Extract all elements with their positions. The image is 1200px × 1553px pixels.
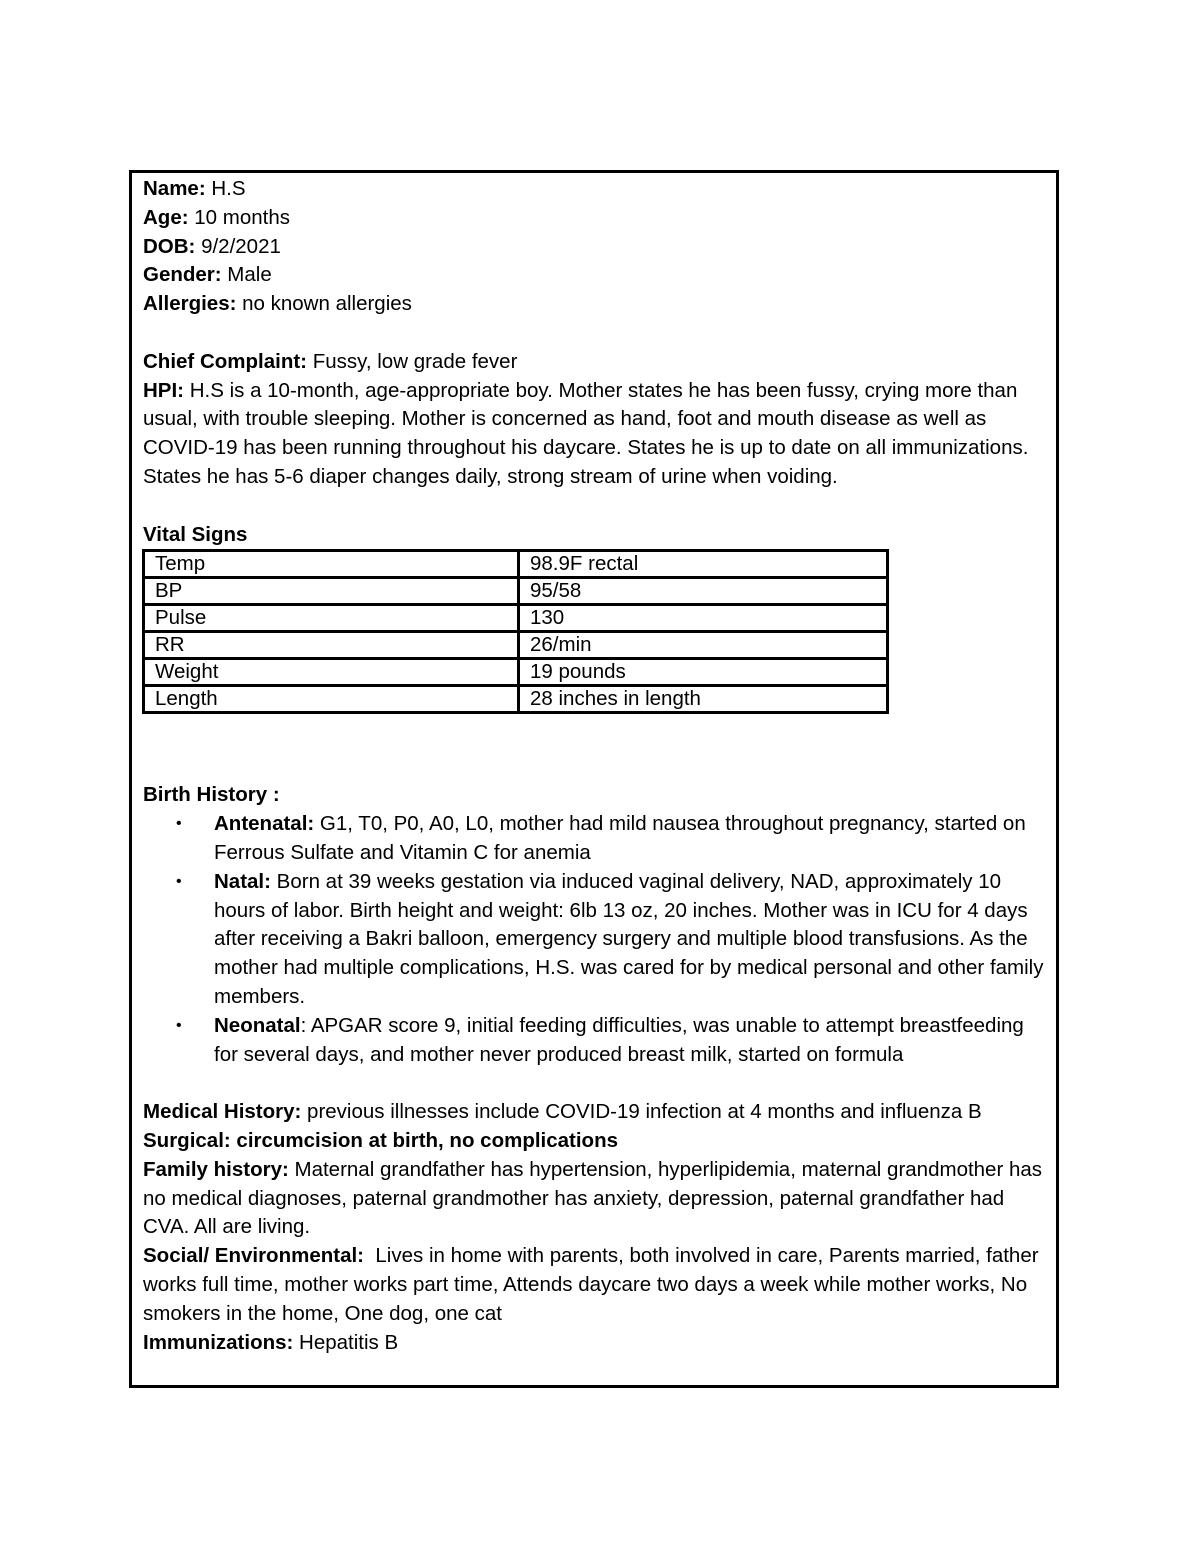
spacer — [143, 1069, 1049, 1098]
chief-complaint-label: Chief Complaint: — [143, 349, 307, 373]
spacer — [143, 492, 1049, 521]
vital-sign-label: BP — [144, 578, 519, 605]
vital-sign-label: Length — [144, 686, 519, 713]
medical-history-label: Medical History: — [143, 1100, 302, 1124]
spacer — [143, 319, 1049, 348]
bullet-icon: • — [176, 815, 182, 833]
patient-record-content — [143, 175, 1049, 1357]
dob-label: DOB: — [143, 234, 196, 258]
vital-sign-value: 95/58 — [519, 578, 888, 605]
immunizations-label: Immunizations: — [143, 1330, 294, 1354]
vital-signs-row — [144, 659, 888, 686]
age-value: 10 months — [188, 205, 290, 229]
age-line — [143, 204, 1049, 233]
vital-sign-value: 98.9F rectal — [519, 551, 888, 578]
name-value: H.S — [205, 177, 246, 200]
hpi-paragraph — [143, 377, 1049, 492]
bullet-icon: • — [176, 872, 182, 890]
birth-history-item-label: Natal: — [214, 869, 271, 893]
birth-history-list — [143, 810, 1049, 1069]
surgical-history-line — [143, 1127, 1049, 1156]
allergies-line — [143, 290, 1049, 319]
medical-history-line — [143, 1098, 1049, 1127]
vital-sign-label: Temp — [144, 551, 519, 578]
social-environmental-label: Social/ Environmental: — [143, 1244, 364, 1268]
birth-history-item — [143, 868, 1044, 1012]
vital-signs-row — [144, 578, 888, 605]
family-history-value: Maternal grandfather has hypertension, hyperlipidemia, maternal grandmother has no medical diagnoses, paternal grandmother has anxiety, depression, paternal grandfather had CVA. All are living. — [143, 1157, 1043, 1239]
name-line — [143, 175, 1049, 204]
surgical-history-value: circumcision at birth, no complications — [230, 1128, 619, 1152]
vital-signs-row — [144, 632, 888, 659]
vital-sign-value: 26/min — [519, 632, 888, 659]
medical-history-value: previous illnesses include COVID-19 infection at 4 months and influenza B — [301, 1100, 982, 1124]
allergies-value: no known allergies — [236, 292, 412, 316]
vital-sign-value: 19 pounds — [519, 659, 888, 686]
birth-history-item-label: Neonatal — [214, 1013, 301, 1037]
family-history-label: Family history: — [143, 1157, 289, 1181]
family-history-paragraph — [143, 1156, 1049, 1242]
chief-complaint-value: Fussy, low grade fever — [307, 349, 518, 373]
birth-history-item-value: : APGAR score 9, initial feeding difficulties, was unable to attempt breastfeeding for several days, and mother never produced breast milk, started on formula — [214, 1013, 1024, 1066]
vital-signs-row — [144, 551, 888, 578]
immunizations-line — [143, 1329, 1049, 1358]
vital-signs-row — [144, 605, 888, 632]
immunizations-value: Hepatitis B — [293, 1330, 399, 1354]
vital-sign-value: 130 — [519, 605, 888, 632]
birth-history-item-value: G1, T0, P0, A0, L0, mother had mild nausea throughout pregnancy, started on Ferrous Sulfate and Vitamin C for anemia — [214, 812, 1026, 864]
birth-history-item-label: Antenatal: — [214, 812, 315, 836]
bullet-icon: • — [176, 1016, 182, 1034]
birth-history-item — [143, 1012, 1044, 1070]
name-label: Name: — [143, 177, 206, 200]
age-label: Age: — [143, 205, 189, 229]
vital-signs-heading: Vital Signs — [143, 522, 248, 546]
dob-line — [143, 233, 1049, 262]
hpi-value: H.S is a 10-month, age-appropriate boy. Mother states he has been fussy, crying more than usual, with trouble sleeping. Mother is concerned as hand, foot and mouth disease as well as COVID-19 has been running throughout his daycare. States he is up to date on all immunizations. States he has 5-6 diaper changes daily, strong stream of urine when voiding. — [143, 378, 1029, 488]
vital-signs-row — [144, 686, 888, 713]
hpi-label: HPI: — [143, 378, 184, 402]
vital-sign-label: Weight — [144, 659, 519, 686]
birth-history-heading: Birth History : — [143, 783, 280, 807]
gender-value: Male — [221, 263, 272, 287]
dob-value: 9/2/2021 — [195, 234, 281, 258]
birth-history-item — [143, 810, 1044, 868]
patient-record-box — [129, 170, 1059, 1388]
gender-line — [143, 261, 1049, 290]
chief-complaint-line — [143, 348, 1049, 377]
birth-history-item-value: Born at 39 weeks gestation via induced vaginal delivery, NAD, approximately 10 hours of labor. Birth height and weight: 6lb 13 oz, 20 inches. Mother was in ICU for 4 days after receiving a Bakri balloon, emergency surgery and multiple blood transfusions. As the mother had multiple complications, H.S. was cared for by medical personal and other family members. — [214, 869, 1044, 1008]
allergies-label: Allergies: — [143, 292, 237, 316]
gender-label: Gender: — [143, 263, 222, 287]
social-environmental-value: Lives in home with parents, both involved in care, Parents married, father works full time, mother works part time, Attends daycare two days a week while mother works, No smokers in the home, One dog, one cat — [143, 1244, 1045, 1325]
vital-sign-label: Pulse — [144, 605, 519, 632]
vital-sign-value: 28 inches in length — [519, 686, 888, 713]
vital-signs-table — [142, 549, 889, 714]
spacer — [143, 714, 1049, 781]
surgical-history-label: Surgical: — [143, 1128, 231, 1152]
social-environmental-paragraph — [143, 1242, 1049, 1328]
vital-sign-label: RR — [144, 632, 519, 659]
